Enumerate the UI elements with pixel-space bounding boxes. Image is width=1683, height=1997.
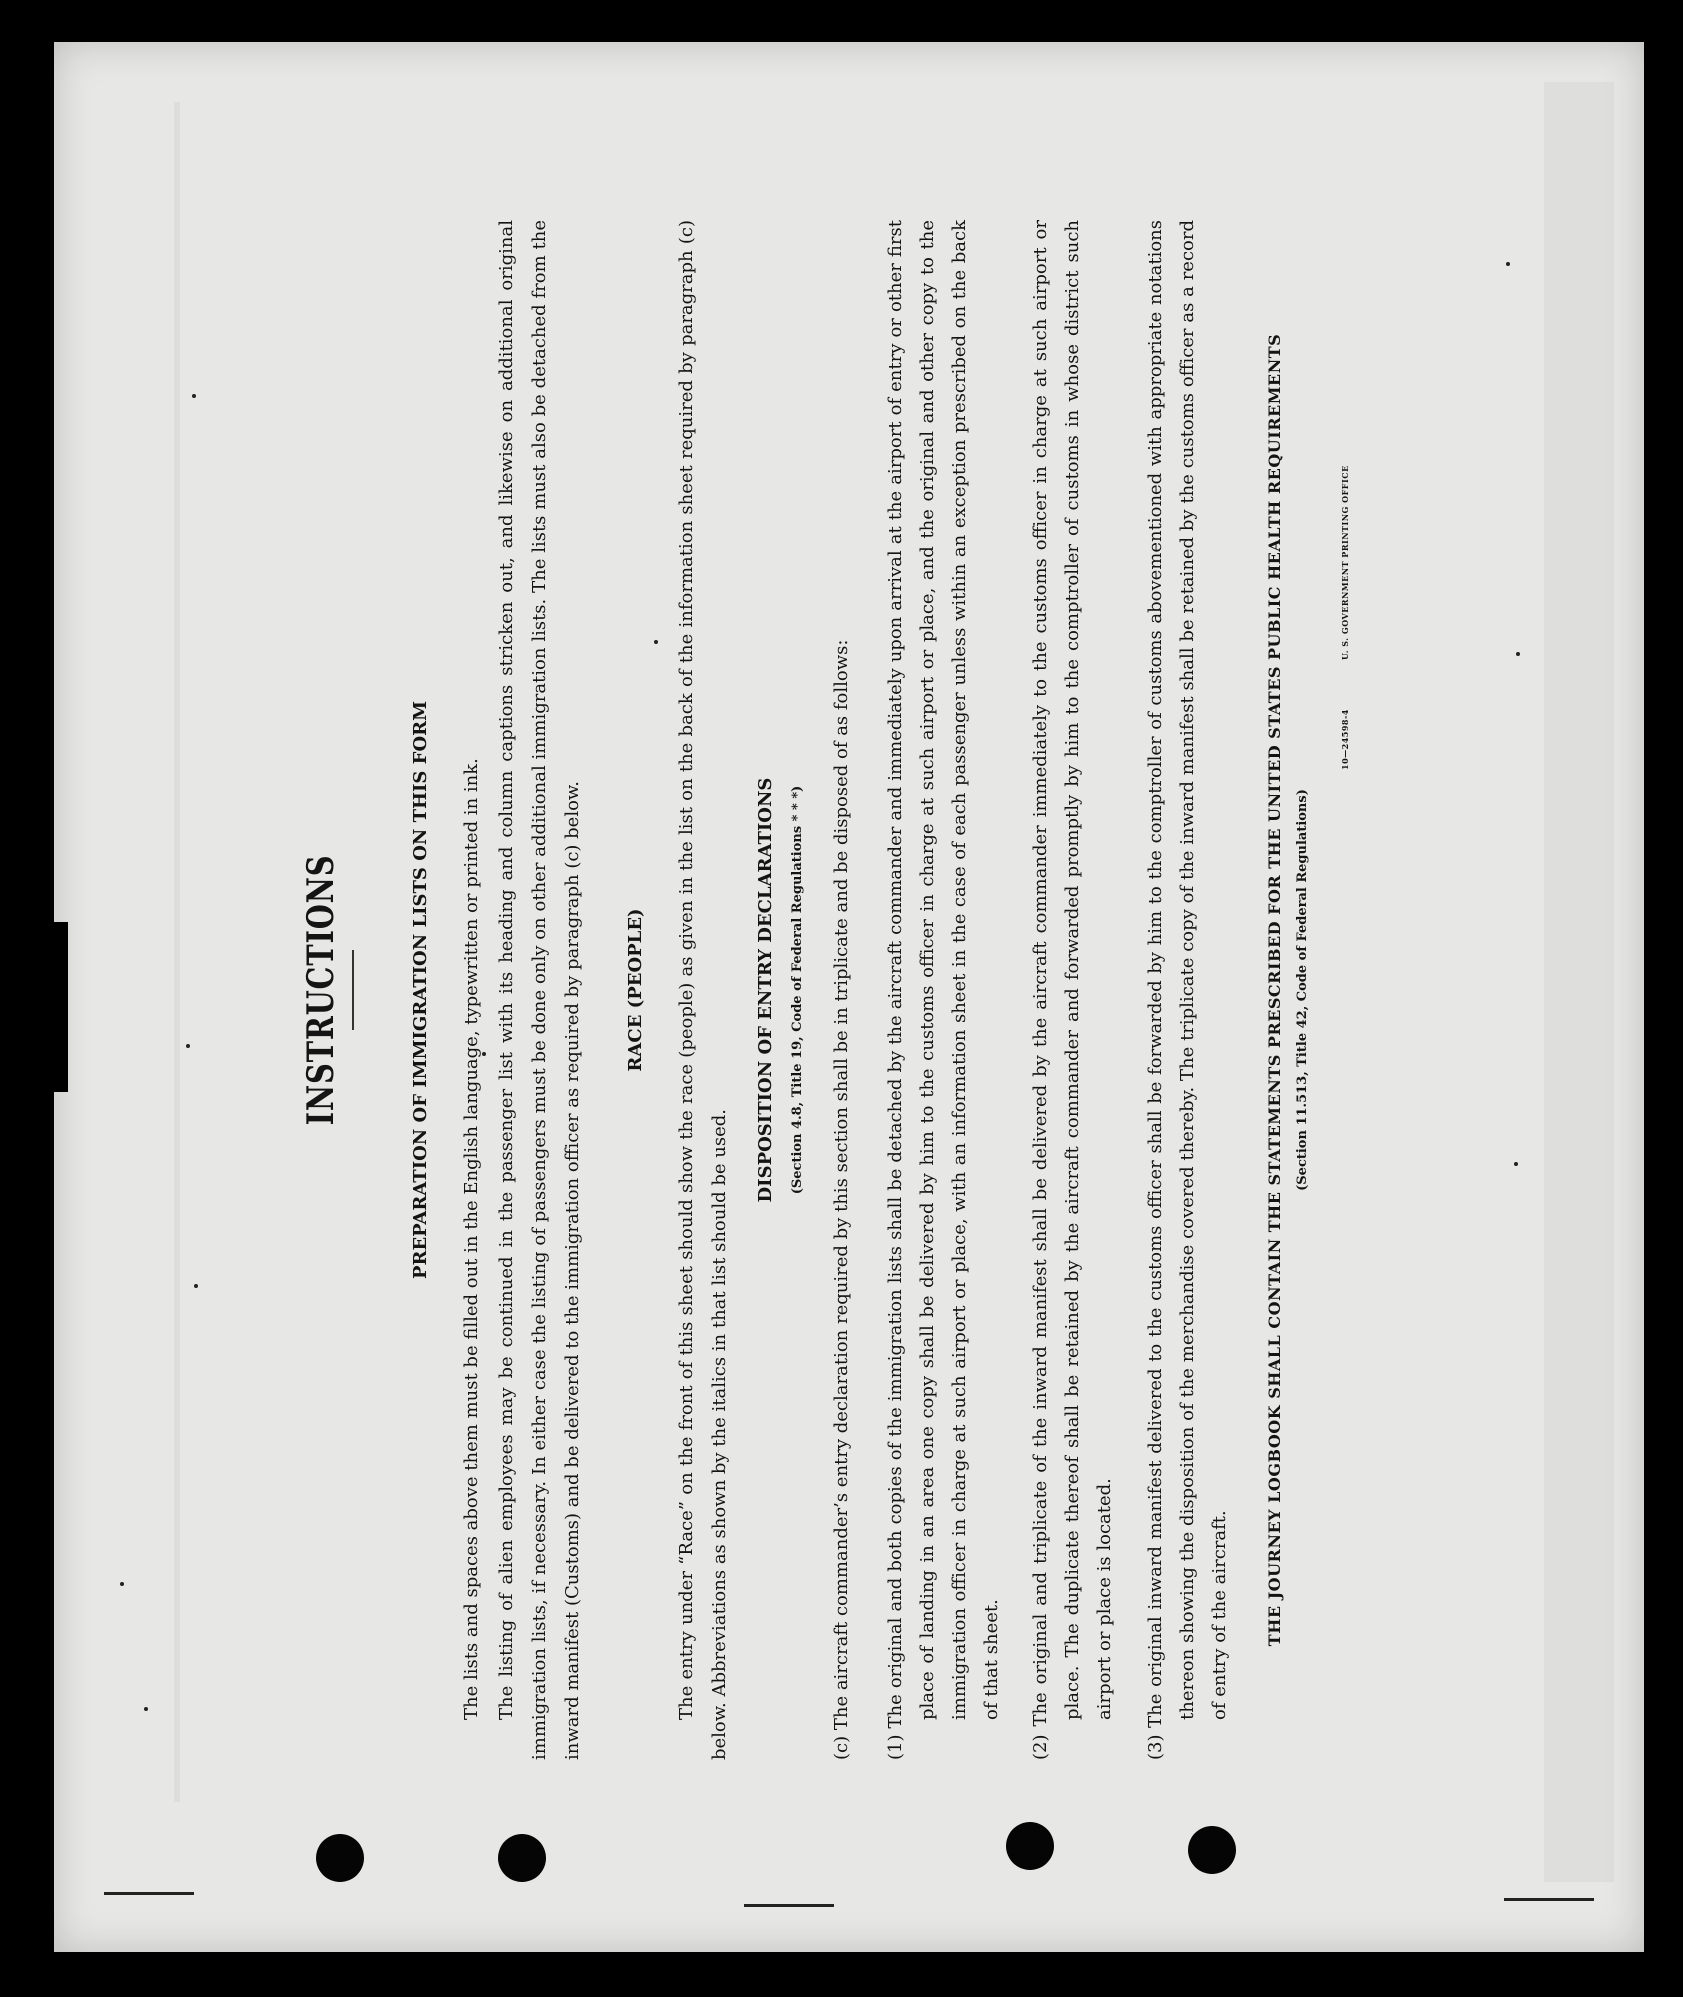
punch-hole (1188, 1826, 1236, 1874)
bleed-through (174, 102, 180, 1802)
page-notch (54, 922, 68, 1092)
title-rule (352, 950, 354, 1030)
speck (120, 1582, 124, 1586)
speck (186, 1044, 190, 1048)
speck (144, 1707, 148, 1711)
speck (194, 1284, 198, 1288)
race-heading: RACE (PEOPLE) (625, 908, 646, 1072)
edge-mark (1504, 1898, 1594, 1901)
edge-mark (104, 1892, 194, 1895)
punch-hole (498, 1834, 546, 1882)
disposition-item-1: (1) The original and both copies of the immigration lists shall be detached by the aircraft commander and immediately upon arrival at the airport of entry or other first place of landing in an area one copy shall be delivered by him to the customs officer in charge at such airport or place, and the original and other copy to the immigration officer in charge at such airport or place, with an information sheet in the case of each passenger unless within an exception prescribed on the back of that sheet. (885, 220, 1002, 1760)
logbook-citation: (Section 11.513, Title 42, Code of Federal Regulations) (1295, 789, 1310, 1191)
disposition-citation: (Section 4.8, Title 19, Code of Federal Regulations * * *) (790, 785, 805, 1195)
bleed-through (1544, 82, 1614, 1882)
punch-hole (316, 1834, 364, 1882)
preparation-heading: PREPARATION OF IMMIGRATION LISTS ON THIS FORM (410, 700, 431, 1280)
edge-mark (744, 1904, 834, 1907)
page-title: INSTRUCTIONS (300, 854, 342, 1126)
preparation-paragraph-1: The lists and spaces above them must be filled out in the English language, typewritten or printed in ink. (461, 758, 482, 1720)
speck (1506, 262, 1510, 266)
preparation-paragraph-2: The listing of alien employees may be continued in the passenger list with its heading and column captions stricken out, and likewise on additional original immigration lists, if necessary. In either case the listing of passengers must be done only on other additional immigration lists. The lists must also be detached from the inward manifest (Customs) and be delivered to the immigration officer as required by paragraph (c) below. (496, 220, 583, 1760)
form-print-code: 10—24598-4 (1340, 709, 1350, 770)
speck (1516, 652, 1520, 656)
disposition-heading: DISPOSITION OF ENTRY DECLARATIONS (755, 777, 776, 1203)
disposition-item-2: (2) The original and triplicate of the inward manifest shall be delivered by the aircraft commander immediately to the customs officer in charge at such airport or place. The duplicate thereof shall be retained by the aircraft commander and forwarded promptly by him to the comptroller of customs in whose district such airport or place is located. (1030, 220, 1115, 1760)
speck (192, 394, 196, 398)
speck (1514, 1162, 1518, 1166)
printer-imprint: U. S. GOVERNMENT PRINTING OFFICE (1340, 465, 1350, 660)
race-paragraph: The entry under “Race” on the front of this sheet should show the race (people) as given in the list on the back of the information sheet required by paragraph (c) below. Abbreviations as shown by the italics in that list should be used. (676, 220, 730, 1760)
instructions-content (300, 160, 1380, 1820)
logbook-statement: THE JOURNEY LOGBOOK SHALL CONTAIN THE STATEMENTS PRESCRIBED FOR THE UNITED STATES PUBLIC HEALTH REQUIREMENTS (1265, 333, 1284, 1647)
disposition-intro: (c) The aircraft commander’s entry declaration required by this section shall be in triplicate and be disposed of as follows: (831, 639, 852, 1760)
punch-hole (1006, 1822, 1054, 1870)
disposition-item-3: (3) The original inward manifest delivered to the customs officer shall be forwarded by him to the comptroller of customs abovementioned with appropriate notations thereon showing the disposition of the merchandise covered thereby. The triplicate copy of the inward manifest shall be retained by the customs officer as a record of entry of the aircraft. (1145, 220, 1230, 1760)
